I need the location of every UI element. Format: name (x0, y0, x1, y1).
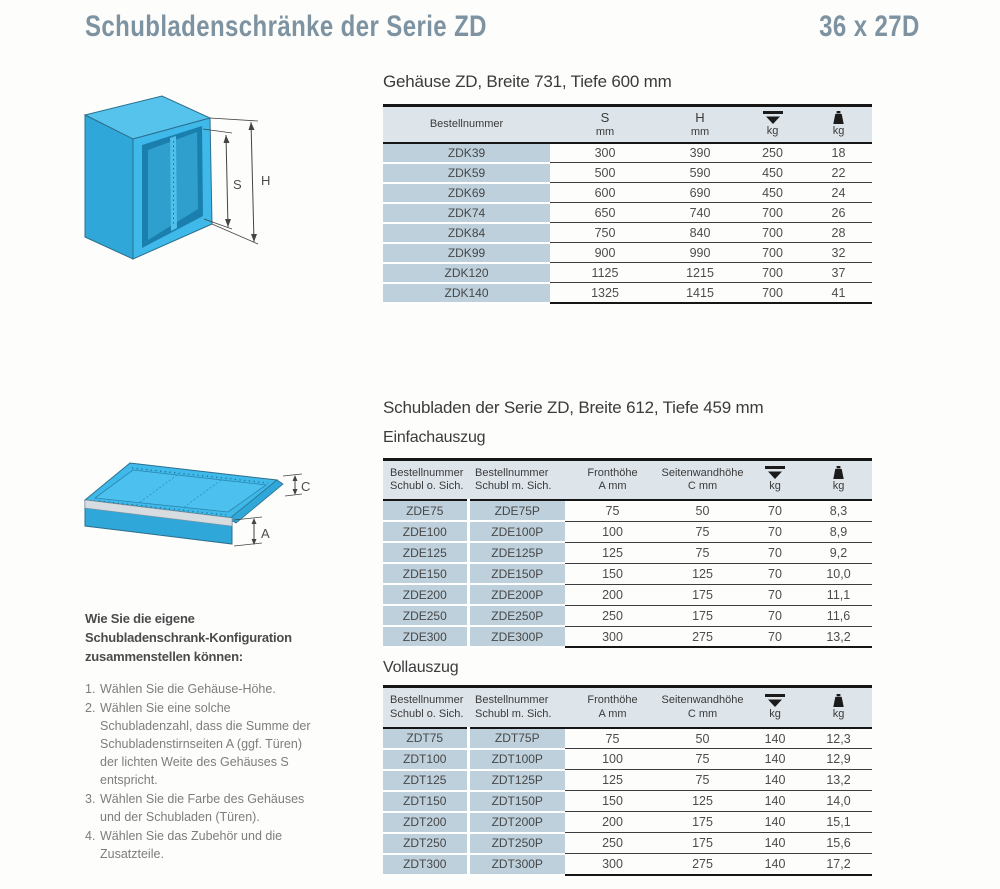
list-item (85, 827, 313, 863)
nr-cell: ZDK84 (383, 223, 550, 243)
h-cell: 590 (660, 163, 740, 183)
kg-cell: 15,6 (805, 833, 872, 854)
howto-block (85, 610, 322, 864)
nr1-cell: ZDT75 (383, 728, 468, 749)
list-item (85, 680, 313, 698)
load-cell: 450 (740, 163, 805, 183)
einfachauszug-subtitle: Einfachauszug (383, 428, 486, 446)
table-row (383, 728, 872, 749)
c-cell: 75 (660, 521, 745, 542)
gehaeuse-table-title: Gehäuse ZD, Breite 731, Tiefe 600 mm (383, 72, 672, 91)
s-cell: 750 (550, 223, 660, 243)
a-cell: 200 (565, 812, 660, 833)
nr2-cell: ZDE200P (468, 584, 565, 605)
load-cell: 700 (740, 223, 805, 243)
kg-cell: 8,9 (805, 521, 872, 542)
load-cell: 70 (745, 626, 805, 647)
gehaeuse-table (383, 104, 872, 304)
load-capacity-icon (764, 466, 786, 479)
column-header-s: S mm (550, 106, 660, 143)
load-cell: 70 (745, 563, 805, 584)
table-row (383, 833, 872, 854)
dim-h-label: H (261, 173, 271, 188)
nr-cell: ZDK99 (383, 243, 550, 263)
nr1-cell: ZDT125 (383, 770, 468, 791)
nr2-cell: ZDT250P (468, 833, 565, 854)
kg-cell: 26 (805, 203, 872, 223)
weight-icon (833, 466, 844, 479)
c-cell: 175 (660, 584, 745, 605)
table-row (383, 521, 872, 542)
table-header-row (383, 687, 872, 728)
c-cell: 275 (660, 854, 745, 875)
table-row (383, 563, 872, 584)
table-row (383, 223, 872, 243)
step-text: Wählen Sie die Farbe des Gehäuses und der Schubladen (Türen). (100, 791, 305, 824)
list-item (85, 699, 313, 789)
column-header-weight: kg (805, 106, 872, 143)
h-cell: 740 (660, 203, 740, 223)
table-row (383, 605, 872, 626)
howto-steps (85, 680, 313, 863)
a-cell: 100 (565, 749, 660, 770)
c-cell: 75 (660, 770, 745, 791)
table-row (383, 163, 872, 183)
c-cell: 75 (660, 749, 745, 770)
load-cell: 140 (745, 812, 805, 833)
column-header-weight: kg (805, 459, 872, 500)
step-number: 2. (85, 700, 96, 715)
a-cell: 150 (565, 563, 660, 584)
load-capacity-icon (764, 694, 786, 707)
column-header-bestellnummer: Bestellnummer (383, 106, 550, 143)
dim-a-label: A (261, 526, 270, 541)
nr1-cell: ZDT150 (383, 791, 468, 812)
nr2-cell: ZDT150P (468, 791, 565, 812)
load-cell: 70 (745, 500, 805, 521)
step-text: Wählen Sie das Zubehör und die Zusatzteile. (100, 828, 283, 861)
s-cell: 1125 (550, 263, 660, 283)
nr1-cell: ZDT100 (383, 749, 468, 770)
nr1-cell: ZDE150 (383, 563, 468, 584)
table-row (383, 812, 872, 833)
nr2-cell: ZDE150P (468, 563, 565, 584)
a-cell: 300 (565, 854, 660, 875)
table-row (383, 143, 872, 163)
s-cell: 650 (550, 203, 660, 223)
nr2-cell: ZDE300P (468, 626, 565, 647)
load-cell: 450 (740, 183, 805, 203)
s-cell: 300 (550, 143, 660, 163)
a-cell: 250 (565, 833, 660, 854)
cabinet-side-wall (85, 115, 133, 259)
load-cell: 700 (740, 283, 805, 303)
nr2-cell: ZDT200P (468, 812, 565, 833)
column-header-load-capacity: kg (745, 687, 805, 728)
kg-cell: 11,6 (805, 605, 872, 626)
nr2-cell: ZDE125P (468, 542, 565, 563)
nr1-cell: ZDE300 (383, 626, 468, 647)
load-cell: 140 (745, 833, 805, 854)
load-cell: 140 (745, 791, 805, 812)
load-cell: 140 (745, 749, 805, 770)
nr-cell: ZDK39 (383, 143, 550, 163)
weight-icon (833, 111, 844, 124)
load-cell: 140 (745, 770, 805, 791)
kg-cell: 24 (805, 183, 872, 203)
kg-cell: 32 (805, 243, 872, 263)
s-cell: 600 (550, 183, 660, 203)
table-row (383, 183, 872, 203)
table-header-row (383, 106, 872, 143)
kg-cell: 37 (805, 263, 872, 283)
h-cell: 840 (660, 223, 740, 243)
nr1-cell: ZDE100 (383, 521, 468, 542)
nr-cell: ZDK120 (383, 263, 550, 283)
a-cell: 200 (565, 584, 660, 605)
nr1-cell: ZDE250 (383, 605, 468, 626)
step-text: Wählen Sie eine solche Schubladenzahl, dass die Summe der Schubladenstirnseiten A (ggf. Türen) der lichten Weite des Gehäuses S entspricht. (100, 700, 311, 787)
nr2-cell: ZDT100P (468, 749, 565, 770)
c-cell: 125 (660, 791, 745, 812)
list-item (85, 790, 313, 826)
table-row (383, 500, 872, 521)
load-cell: 250 (740, 143, 805, 163)
a-cell: 150 (565, 791, 660, 812)
kg-cell: 11,1 (805, 584, 872, 605)
kg-cell: 17,2 (805, 854, 872, 875)
column-header-bestellnummer-mit: Bestellnummer Schubl m. Sich. (468, 459, 565, 500)
nr1-cell: ZDE125 (383, 542, 468, 563)
column-header-bestellnummer-ohne: Bestellnummer Schubl o. Sich. (383, 459, 468, 500)
column-header-seitenwandhoehe: Seitenwandhöhe C mm (660, 687, 745, 728)
a-cell: 125 (565, 542, 660, 563)
h-cell: 690 (660, 183, 740, 203)
kg-cell: 8,3 (805, 500, 872, 521)
a-cell: 75 (565, 728, 660, 749)
table-row (383, 791, 872, 812)
a-cell: 300 (565, 626, 660, 647)
c-cell: 50 (660, 500, 745, 521)
load-cell: 140 (745, 854, 805, 875)
nr-cell: ZDK69 (383, 183, 550, 203)
a-cell: 100 (565, 521, 660, 542)
s-cell: 900 (550, 243, 660, 263)
kg-cell: 15,1 (805, 812, 872, 833)
nr1-cell: ZDE200 (383, 584, 468, 605)
column-header-bestellnummer-mit: Bestellnummer Schubl m. Sich. (468, 687, 565, 728)
schubladen-section-title: Schubladen der Serie ZD, Breite 612, Tiefe 459 mm (383, 397, 764, 417)
kg-cell: 12,9 (805, 749, 872, 770)
nr1-cell: ZDT250 (383, 833, 468, 854)
c-cell: 275 (660, 626, 745, 647)
h-cell: 390 (660, 143, 740, 163)
table-row (383, 203, 872, 223)
step-text: Wählen Sie die Gehäuse-Höhe. (100, 681, 276, 696)
c-cell: 175 (660, 605, 745, 626)
weight-icon (833, 694, 844, 707)
column-header-fronthoehe: Fronthöhe A mm (565, 459, 660, 500)
einfachauszug-table (383, 458, 872, 649)
dim-c-label: C (301, 479, 310, 494)
load-cell: 140 (745, 728, 805, 749)
kg-cell: 18 (805, 143, 872, 163)
load-cell: 70 (745, 542, 805, 563)
column-header-h: H mm (660, 106, 740, 143)
vollauszug-table (383, 685, 872, 876)
load-cell: 70 (745, 584, 805, 605)
load-cell: 70 (745, 605, 805, 626)
kg-cell: 9,2 (805, 542, 872, 563)
nr2-cell: ZDT125P (468, 770, 565, 791)
h-cell: 1415 (660, 283, 740, 303)
page-code: 36 x 27D (819, 10, 920, 43)
column-header-weight: kg (805, 687, 872, 728)
nr1-cell: ZDT200 (383, 812, 468, 833)
table-row (383, 263, 872, 283)
a-cell: 250 (565, 605, 660, 626)
howto-heading: Wie Sie die eigene Schubladenschrank-Konfiguration zusammenstellen können: (85, 611, 292, 664)
main-column (383, 72, 872, 876)
kg-cell: 28 (805, 223, 872, 243)
nr2-cell: ZDE75P (468, 500, 565, 521)
load-cell: 700 (740, 243, 805, 263)
h-cell: 1215 (660, 263, 740, 283)
kg-cell: 22 (805, 163, 872, 183)
load-capacity-icon (762, 111, 784, 124)
nr2-cell: ZDT300P (468, 854, 565, 875)
column-header-load-capacity: kg (740, 106, 805, 143)
drawer-illustration (62, 443, 310, 591)
step-number: 4. (85, 828, 96, 843)
column-header-load-capacity: kg (745, 459, 805, 500)
c-cell: 125 (660, 563, 745, 584)
column-header-bestellnummer-ohne: Bestellnummer Schubl o. Sich. (383, 687, 468, 728)
c-cell: 175 (660, 833, 745, 854)
load-cell: 700 (740, 203, 805, 223)
a-cell: 125 (565, 770, 660, 791)
column-header-fronthoehe: Fronthöhe A mm (565, 687, 660, 728)
nr1-cell: ZDT300 (383, 854, 468, 875)
c-cell: 50 (660, 728, 745, 749)
c-cell: 75 (660, 542, 745, 563)
step-number: 1. (85, 681, 96, 696)
kg-cell: 12,3 (805, 728, 872, 749)
nr2-cell: ZDE250P (468, 605, 565, 626)
column-header-seitenwandhoehe: Seitenwandhöhe C mm (660, 459, 745, 500)
kg-cell: 14,0 (805, 791, 872, 812)
nr2-cell: ZDT75P (468, 728, 565, 749)
table-row (383, 542, 872, 563)
table-row (383, 584, 872, 605)
nr-cell: ZDK74 (383, 203, 550, 223)
table-row (383, 854, 872, 875)
nr2-cell: ZDE100P (468, 521, 565, 542)
kg-cell: 13,2 (805, 770, 872, 791)
step-number: 3. (85, 791, 96, 806)
s-cell: 1325 (550, 283, 660, 303)
table-row (383, 749, 872, 770)
load-cell: 700 (740, 263, 805, 283)
cabinet-illustration (70, 92, 285, 264)
kg-cell: 10,0 (805, 563, 872, 584)
table-row (383, 626, 872, 647)
h-cell: 990 (660, 243, 740, 263)
nr-cell: ZDK140 (383, 283, 550, 303)
s-cell: 500 (550, 163, 660, 183)
load-cell: 70 (745, 521, 805, 542)
page-title: Schubladenschränke der Serie ZD (85, 10, 487, 43)
c-cell: 175 (660, 812, 745, 833)
table-row (383, 770, 872, 791)
vollauszug-subtitle: Vollauszug (383, 659, 459, 677)
a-cell: 75 (565, 500, 660, 521)
kg-cell: 41 (805, 283, 872, 303)
kg-cell: 13,2 (805, 626, 872, 647)
nr1-cell: ZDE75 (383, 500, 468, 521)
dim-s-label: S (233, 177, 242, 192)
table-header-row (383, 459, 872, 500)
nr-cell: ZDK59 (383, 163, 550, 183)
table-row (383, 243, 872, 263)
table-row (383, 283, 872, 303)
